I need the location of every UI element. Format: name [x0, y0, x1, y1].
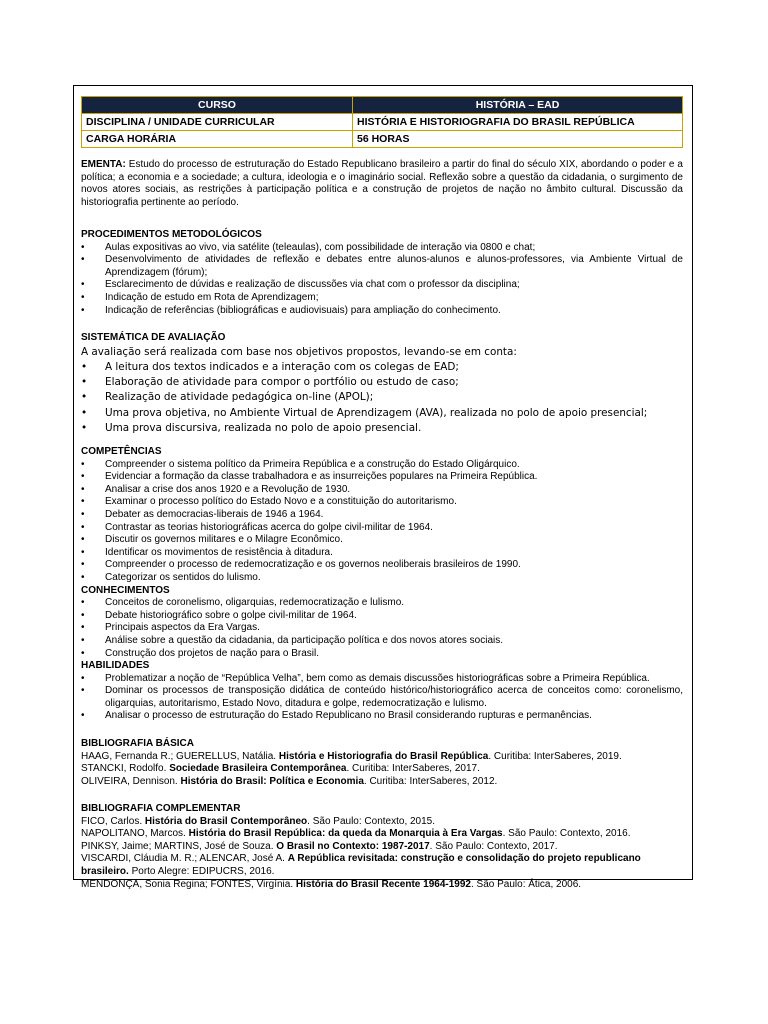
- bibliography-entry: [81, 816, 683, 829]
- bibliography-entry: [81, 828, 683, 841]
- course-row-label: CARGA HORÁRIA: [82, 131, 353, 148]
- entry-publisher: . São Paulo: Contexto, 2015.: [307, 815, 436, 827]
- entry-title: História do Brasil Recente 1964-1992: [295, 878, 471, 890]
- list-item: • Construção dos projetos de nação para o Brasil.: [81, 648, 683, 661]
- entry-publisher: . Curitiba: InterSaberes, 2012.: [363, 775, 498, 787]
- procedimentos-section: [81, 229, 683, 317]
- competencias-list: [81, 459, 683, 585]
- list-item: • Compreender o processo de redemocratização e os governos neoliberais brasileiros de 1990.: [81, 559, 683, 572]
- list-item: • Análise sobre a questão da cidadania, da participação política e dos novos atores sociais.: [81, 635, 683, 648]
- list-item: • A leitura dos textos indicados e a interação com os colegas de EAD;: [81, 360, 683, 375]
- bibliography-entry: [81, 776, 683, 789]
- entry-author: VISCARDI, Cláudia M. R.; ALENCAR, José A.: [81, 853, 285, 865]
- entry-author: FICO, Carlos.: [81, 815, 143, 827]
- habilidades-list: [81, 673, 683, 723]
- entry-author: PINKSY, Jaime; MARTINS, José de Souza.: [81, 840, 274, 852]
- course-table: [81, 96, 683, 148]
- list-item: • Analisar a crise dos anos 1920 e a Revolução de 1930.: [81, 484, 683, 497]
- list-item: • Dominar os processos de transposição didática de conteúdo histórico/historiográfico acerca de conceitos como: coronelismo, oligarquias, autoritarismo, Estado Novo, ditadura e golpe, redemocratização e lulismo.: [81, 685, 683, 710]
- bibliografia-complementar-title: BIBLIOGRAFIA COMPLEMENTAR: [81, 803, 241, 814]
- avaliacao-list: [81, 360, 683, 436]
- list-item: • Indicação de estudo em Rota de Aprendizagem;: [81, 292, 683, 305]
- procedimentos-list: [81, 242, 683, 318]
- entry-title: História do Brasil República: da queda da Monarquia à Era Vargas: [188, 828, 503, 840]
- entry-author: STANCKI, Rodolfo.: [81, 763, 167, 775]
- ementa-text: Estudo do processo de estruturação do Estado Republicano brasileiro a partir do final do século XIX, abordando o poder e a política; a economia e a sociedade; a cultura, ideologia e o imaginário social. Reflexão sobre a questão da cidadania, o surgimento de novos atores sociais, as restrições à participação política e a construção de projetos de nação no âmbito cultural. Discussão da historiografia pertinente ao período.: [81, 159, 683, 208]
- list-item: • Uma prova objetiva, no Ambiente Virtual de Aprendizagem (AVA), realizada no polo de apoio presencial;: [81, 406, 683, 421]
- list-item: • Evidenciar a formação da classe trabalhadora e as insurreições populares na Primeira República.: [81, 471, 683, 484]
- document-frame: [73, 85, 693, 890]
- entry-publisher: . São Paulo: Contexto, 2016.: [502, 828, 631, 840]
- course-row: [82, 131, 683, 148]
- entry-title: História do Brasil Contemporâneo: [144, 815, 308, 827]
- course-header-value: HISTÓRIA – EAD: [353, 97, 683, 114]
- entry-author: NAPOLITANO, Marcos.: [81, 828, 186, 840]
- course-row: [82, 114, 683, 131]
- avaliacao-title: SISTEMÁTICA DE AVALIAÇÃO: [81, 332, 226, 343]
- entry-author: OLIVEIRA, Dennison.: [81, 775, 178, 787]
- conhecimentos-title: CONHECIMENTOS: [81, 584, 170, 596]
- list-item: • Compreender o sistema político da Primeira República e a construção do Estado Oligárquico.: [81, 459, 683, 472]
- bibliography-entry: [81, 763, 683, 776]
- course-row-value: 56 HORAS: [353, 131, 683, 148]
- bibliography-entry: [81, 841, 683, 854]
- list-item: • Analisar o processo de estruturação do Estado Republicano no Brasil considerando rupturas e permanências.: [81, 710, 683, 723]
- entry-publisher: . Curitiba: InterSaberes, 2017.: [346, 763, 480, 775]
- list-item: • Realização de atividade pedagógica on-line (APOL);: [81, 390, 683, 405]
- entry-author: HAAG, Fernanda R.; GUERELLUS, Natália.: [81, 750, 277, 762]
- entry-title: O Brasil no Contexto: 1987-2017: [276, 840, 430, 852]
- list-item: • Debate historiográfico sobre o golpe civil-militar de 1964.: [81, 610, 683, 623]
- entry-title: Sociedade Brasileira Contemporânea: [169, 763, 347, 775]
- ementa-section: [81, 159, 683, 209]
- bibliography-entry: [81, 853, 683, 878]
- entry-publisher: . São Paulo: Contexto, 2017.: [429, 840, 558, 852]
- avaliacao-intro: A avaliação será realizada com base nos objetivos propostos, levando-se em conta:: [81, 345, 517, 358]
- entry-author: MENDONÇA, Sonia Regina; FONTES, Virgínia.: [81, 878, 294, 890]
- course-header-label: CURSO: [82, 97, 353, 114]
- list-item: • Aulas expositivas ao vivo, via satélite (teleaulas), com possibilidade de interação via 0800 e chat;: [81, 242, 683, 255]
- list-item: • Indicação de referências (bibliográficas e audiovisuais) para ampliação do conhecimento.: [81, 305, 683, 318]
- course-row-value: HISTÓRIA E HISTORIOGRAFIA DO BRASIL REPÚBLICA: [353, 114, 683, 131]
- entry-title: História do Brasil: Política e Economia: [180, 775, 364, 787]
- entry-publisher: Porto Alegre: EDIPUCRS, 2016.: [128, 865, 275, 877]
- ementa-label: EMENTA:: [81, 159, 126, 170]
- list-item: • Problematizar a noção de “República Velha”, bem como as demais discussões historiográficas sobre a Primeira República.: [81, 673, 683, 686]
- course-row-label: DISCIPLINA / UNIDADE CURRICULAR: [82, 114, 353, 131]
- entry-title: A República revisitada: construção e consolidação do projeto republicano brasileiro.: [81, 853, 641, 877]
- list-item: • Debater as democracias-liberais de 1946 a 1964.: [81, 509, 683, 522]
- list-item: • Categorizar os sentidos do lulismo.: [81, 572, 683, 585]
- bibliografia-complementar-section: [81, 803, 683, 891]
- entry-title: História e Historiografia do Brasil República: [278, 750, 489, 762]
- list-item: • Discutir os governos militares e o Milagre Econômico.: [81, 534, 683, 547]
- bibliografia-basica-title: BIBLIOGRAFIA BÁSICA: [81, 738, 194, 749]
- bibliography-entry: [81, 751, 683, 764]
- avaliacao-section: [81, 332, 683, 436]
- bibliography-entry: [81, 879, 683, 892]
- list-item: • Conceitos de coronelismo, oligarquias, redemocratização e lulismo.: [81, 597, 683, 610]
- competencias-title: COMPETÊNCIAS: [81, 446, 162, 457]
- list-item: • Elaboração de atividade para compor o portfólio ou estudo de caso;: [81, 375, 683, 390]
- habilidades-title: HABILIDADES: [81, 660, 150, 672]
- procedimentos-title: PROCEDIMENTOS METODOLÓGICOS: [81, 229, 262, 240]
- list-item: • Esclarecimento de dúvidas e realização de discussões via chat com o professor da disciplina;: [81, 279, 683, 292]
- bibliografia-basica-section: [81, 738, 683, 788]
- list-item: • Uma prova discursiva, realizada no polo de apoio presencial.: [81, 421, 683, 436]
- entry-publisher: . São Paulo: Ática, 2006.: [470, 878, 582, 890]
- list-item: • Examinar o processo político do Estado Novo e a constituição do autoritarismo.: [81, 496, 683, 509]
- competencias-section: [81, 446, 683, 723]
- list-item: • Desenvolvimento de atividades de reflexão e debates entre alunos-alunos e alunos-professores, via Ambiente Virtual de Aprendizagem (fórum);: [81, 254, 683, 279]
- document-body: [81, 96, 683, 890]
- conhecimentos-list: [81, 597, 683, 660]
- course-header-row: [82, 97, 683, 114]
- list-item: • Principais aspectos da Era Vargas.: [81, 622, 683, 635]
- list-item: • Contrastar as teorias historiográficas acerca do golpe civil-militar de 1964.: [81, 522, 683, 535]
- entry-publisher: . Curitiba: InterSaberes, 2019.: [488, 750, 622, 762]
- list-item: • Identificar os movimentos de resistência à ditadura.: [81, 547, 683, 560]
